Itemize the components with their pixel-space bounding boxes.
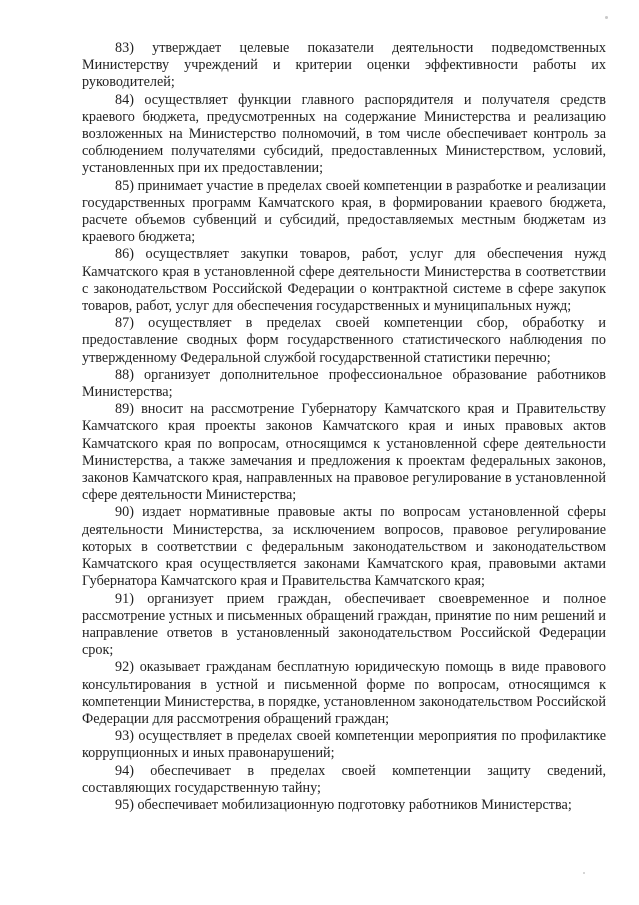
paragraph-item-92: 92) оказывает гражданам бесплатную юридическую помощь в виде правового консультирования в устной и письменной форме по вопросам, относящимся к компетенции Министерства, в порядке, установленном законодательством Российской Федерации для рассмотрения обращений граждан;: [82, 659, 606, 727]
paragraph-item-88: 88) организует дополнительное профессиональное образование работников Министерства;: [82, 366, 606, 401]
paragraph-item-93: 93) осуществляет в пределах своей компетенции мероприятия по профилактике коррупционных и иных правонарушений;: [82, 728, 606, 762]
paragraph-item-89: 89) вносит на рассмотрение Губернатору Камчатского края и Правительству Камчатского края проекты законов Камчатского края и иных правовых актов Камчатского края по вопросам, относящимся к установленной сфере деятельности Министерства, а также замечания и предложения к проектам федеральных законов, законов Камчатского края, направленных на правовое регулирование в установленной сфере деятельности Министерства;: [82, 401, 606, 504]
scan-speck: [583, 872, 585, 874]
paragraph-item-85: 85) принимает участие в пределах своей компетенции в разработке и реализации государственных программ Камчатского края, в формировании краевого бюджета, расчете объемов субвенций и субсидий, предоставляемых местным бюджетам из краевого бюджета;: [82, 177, 606, 246]
paragraph-item-84: 84) осуществляет функции главного распорядителя и получателя средств краевого бюджета, предусмотренных на содержание Министерства и реализацию возложенных на Министерство полномочий, в том числе обеспечивает контроль за соблюдением получателями субсидий, предоставленных Министерством, условий, установленных при их предоставлении;: [82, 91, 606, 177]
paragraph-item-87: 87) осуществляет в пределах своей компетенции сбор, обработку и предоставление сводных форм государственного статистического наблюдения по утвержденному Федеральной службой государственной статистики перечню;: [82, 315, 606, 366]
paragraph-item-91: 91) организует прием граждан, обеспечивает своевременное и полное рассмотрение устных и письменных обращений граждан, принятие по ним решений и направление ответов в установленный законодательством Российской Федерации срок;: [82, 590, 606, 659]
paragraph-item-95: 95) обеспечивает мобилизационную подготовку работников Министерства;: [115, 796, 572, 813]
document-page: [82, 40, 606, 814]
paragraph-item-86: 86) осуществляет закупки товаров, работ, услуг для обеспечения нужд Камчатского края в установленной сфере деятельности Министерства в соответствии с законодательством Российской Федерации о контрактной системе в сфере закупок товаров, работ, услуг для обеспечения государственных и муниципальных нужд;: [82, 246, 606, 315]
paragraph-item-83: 83) утверждает целевые показатели деятельности подведомственных Министерству учреждений и критерии оценки эффективности работы их руководителей;: [82, 40, 606, 91]
paragraph-item-90: 90) издает нормативные правовые акты по вопросам установленной сферы деятельности Министерства, за исключением вопросов, правовое регулирование которых в соответствии с федеральным законодательством и законодательством Камчатского края осуществляется законами Камчатского края, правовыми актами Губернатора Камчатского края и Правительства Камчатского края;: [82, 504, 606, 590]
paragraph-item-94: 94) обеспечивает в пределах своей компетенции защиту сведений, составляющих государственную тайну;: [82, 762, 606, 796]
scan-speck: [605, 16, 608, 19]
